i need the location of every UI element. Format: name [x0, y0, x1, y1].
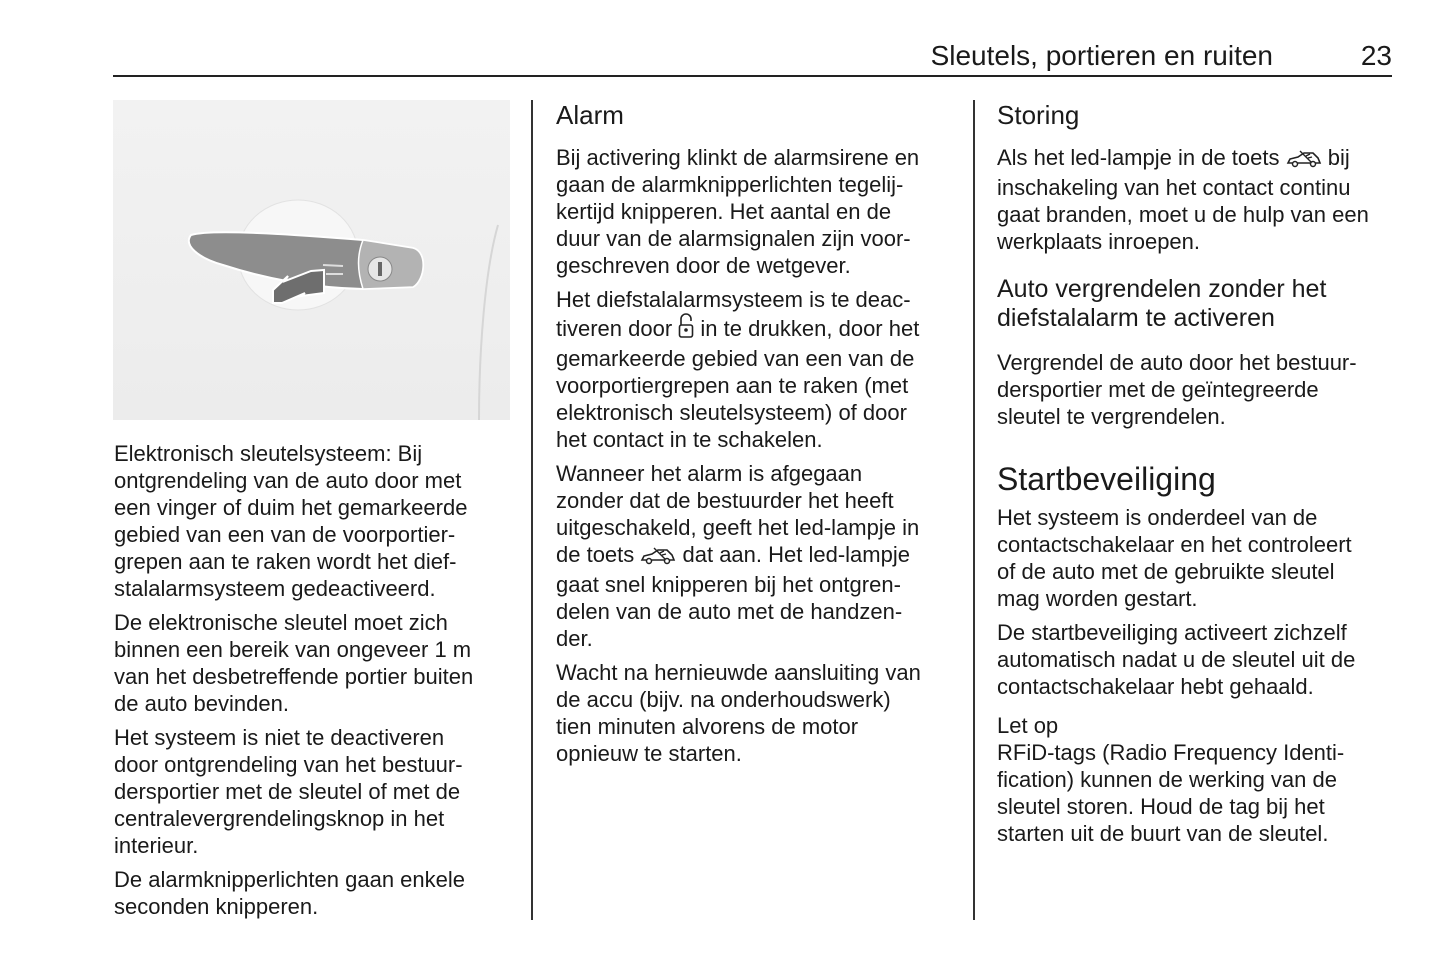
paragraph: Wacht na hernieuwde aansluiting van de accu (bijv. na onderhoudswerk) tien minuten alvorens de motor opnieuw te starten.: [556, 660, 921, 766]
heading-alarm: Alarm: [556, 100, 624, 130]
paragraph: De alarmknipperlichten gaan enkele seconden knipperen.: [114, 867, 465, 919]
section-title: Sleutels, portieren en ruiten: [930, 40, 1273, 71]
car-alarm-icon: [1286, 147, 1322, 174]
paragraph: De elektronische sleutel moet zich binnen een bereik van ongeveer 1 m van het desbetreffende portier buiten de auto bevinden.: [114, 610, 474, 716]
door-handle-illustration: [113, 100, 510, 420]
text: bij inschakeling van het contact continu gaat branden, moet u de hulp van een werkplaats inroepen.: [997, 145, 1369, 254]
paragraph: Elektronisch sleutelsysteem: Bij ontgrendeling van de auto door met een vinger of duim het gemarkeerde gebied van een van de voorportier- grepen aan te raken wordt het dief- stalalarmsysteem gedeactiveerd.: [114, 441, 468, 601]
note-heading: Let op: [997, 713, 1059, 738]
text: dat aan. Het led-lampje gaat snel knipperen bij het ontgren- delen van de auto met de handzen- der.: [556, 542, 910, 651]
heading-storing: Storing: [997, 100, 1080, 130]
paragraph: [556, 286, 966, 453]
text: Als het led-lampje in de toets: [997, 145, 1286, 170]
paragraph: Vergrendel de auto door het bestuur- dersportier met de geïntegreerde sleutel te vergrendelen.: [997, 350, 1357, 429]
column-3: [997, 100, 1407, 854]
page-number: 23: [1360, 40, 1392, 71]
heading-lock-without-alarm: Auto vergrendelen zonder het diefstalalarm te activeren: [997, 275, 1327, 332]
column-2: [556, 100, 966, 774]
note-text: RFiD-tags (Radio Frequency Identi- fication) kunnen de werking van de sleutel storen. Houd de tag bij het starten uit de buurt van de sleutel.: [997, 740, 1345, 846]
paragraph: [556, 460, 966, 652]
column-divider: [531, 100, 533, 920]
text: Het diefstalalarmsysteem is te deac- tiveren door: [556, 287, 911, 341]
column-1: [114, 440, 519, 927]
text: in te drukken, door het gemarkeerde gebied van een van de voorportiergrepen aan te raken (met elektronisch sleutelsysteem) of door het contact in te schakelen.: [556, 316, 920, 452]
heading-startbeveiliging: Startbeveiliging: [997, 461, 1216, 497]
column-divider: [973, 100, 975, 920]
paragraph: De startbeveiliging activeert zichzelf automatisch nadat u de sleutel uit de contactschakelaar hebt gehaald.: [997, 620, 1356, 699]
paragraph: [997, 144, 1407, 255]
paragraph: Het systeem is onderdeel van de contactschakelaar en het controleert of de auto met de gebruikte sleutel mag worden gestart.: [997, 505, 1352, 611]
lock-open-icon: [678, 313, 694, 345]
text: Wanneer het alarm is afgegaan zonder dat de bestuurder het heeft uitgeschakeld, geeft het led-lampje in de toets: [556, 461, 920, 567]
paragraph: Het systeem is niet te deactiveren door ontgrendeling van het bestuur- dersportier met de sleutel of met de centralevergrendelingsknop in het interieur.: [114, 725, 463, 858]
header-rule: [113, 75, 1392, 77]
paragraph: Bij activering klinkt de alarmsirene en gaan de alarmknipperlichten tegelij- kertijd knipperen. Het aantal en de duur van de alarmsignalen zijn voor- geschreven door de wetgever.: [556, 145, 920, 278]
car-alarm-icon: [640, 544, 676, 571]
